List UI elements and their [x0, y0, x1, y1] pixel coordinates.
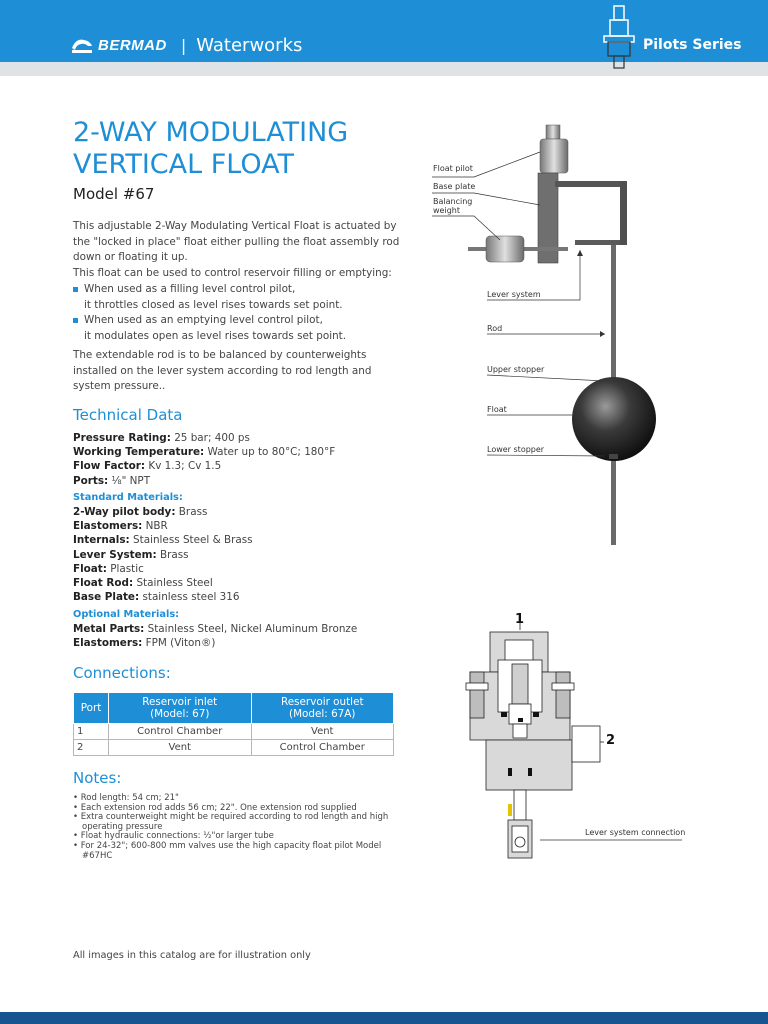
material-row: Metal Parts: Stainless Steel, Nickel Aluminum Bronze — [73, 623, 358, 635]
optional-materials-heading: Optional Materials: — [73, 609, 180, 620]
intro-paragraph: This adjustable 2-Way Modulating Vertical Float is actuated by the "locked in place" float either pulling the float assembly rod down or floating it up. — [73, 220, 400, 263]
material-row: Base Plate: stainless steel 316 — [73, 591, 240, 604]
spec-row: Flow Factor: Kv 1.3; Cv 1.5 — [73, 460, 222, 473]
usage-paragraph: This float can be used to control reservoir filling or emptying: — [73, 267, 392, 279]
label-lever-connection: Lever system connection — [585, 828, 686, 837]
bullet-text: When used as an emptying level control pilot, — [84, 314, 323, 326]
page-title-line1: 2-WAY MODULATING — [73, 117, 349, 148]
label-port-1: 1 — [515, 612, 525, 627]
material-row: Internals: Stainless Steel & Brass — [73, 534, 253, 547]
label-lower-stopper: Lower stopper — [487, 445, 545, 454]
standard-materials-heading: Standard Materials: — [73, 492, 183, 503]
spec-row: Pressure Rating: 25 bar; 400 ps — [73, 432, 250, 444]
table-cell: Control Chamber — [109, 724, 252, 740]
table-cell: Control Chamber — [251, 740, 394, 756]
list-item: • Each extension rod adds 56 cm; 22". One extension rod supplied — [73, 802, 357, 813]
bullet-text-cont: it throttles closed as level rises towards set point. — [84, 298, 343, 311]
spec-row: Ports: ⅛" NPT — [73, 474, 151, 487]
page-title-line2: VERTICAL FLOAT — [73, 149, 294, 180]
list-item: • Float hydraulic connections: ½"or larger tube — [73, 831, 274, 842]
connections-heading: Connections: — [73, 664, 171, 682]
header-separator: | — [180, 35, 187, 55]
notes-heading: Notes: — [73, 769, 122, 787]
label-upper-stopper: Upper stopper — [487, 365, 545, 374]
material-row: Elastomers: NBR — [73, 520, 168, 533]
label-lever-system: Lever system — [487, 290, 541, 299]
material-row: Float Rod: Stainless Steel — [73, 577, 213, 590]
label-base-plate: Base plate — [433, 182, 476, 191]
model-number: Model #67 — [73, 185, 155, 203]
list-item: • Rod length: 54 cm; 21" — [73, 793, 179, 803]
technical-heading: Technical Data — [73, 406, 183, 424]
table-cell: Vent — [109, 740, 252, 756]
label-balancing-weight: Balancing weight — [433, 197, 473, 215]
column-header-outlet: Reservoir outlet (Model: 67A) — [251, 693, 394, 724]
material-row: Float: Plastic — [73, 562, 144, 575]
label-float: Float — [487, 405, 507, 414]
bullet-text-cont: it modulates open as level rises towards set point. — [84, 329, 347, 342]
table-cell: Vent — [251, 724, 394, 740]
label-rod: Rod — [487, 324, 503, 333]
brand-name: BERMAD — [98, 36, 167, 54]
material-row: 2-Way pilot body: Brass — [73, 506, 208, 518]
division-name: Waterworks — [196, 34, 303, 56]
table-cell: 2 — [74, 740, 109, 756]
column-header-port: Port — [74, 693, 109, 724]
list-item: • Extra counterweight might be required according to rod length and high operating pressure — [73, 812, 389, 832]
illustration-footnote: All images in this catalog are for illustration only — [73, 950, 311, 961]
column-header-inlet: Reservoir inlet (Model: 67) — [109, 693, 252, 724]
bullet-text: When used as a filling level control pilot, — [84, 283, 296, 295]
balance-paragraph: The extendable rod is to be balanced by counterweights installed on the lever system according to rod length and system pressure.. — [73, 349, 372, 392]
material-row: Elastomers: FPM (Viton®) — [73, 637, 216, 650]
footer-bar — [0, 1012, 768, 1024]
spec-row: Working Temperature: Water up to 80°C; 180°F — [73, 446, 336, 459]
material-row: Lever System: Brass — [73, 548, 189, 561]
label-float-pilot: Float pilot — [433, 164, 473, 173]
series-name: Pilots Series — [643, 37, 742, 53]
label-port-2: 2 — [606, 733, 616, 748]
table-cell: 1 — [74, 724, 109, 740]
list-item: • For 24-32"; 600-800 mm valves use the high capacity float pilot Model #67HC — [73, 840, 382, 861]
